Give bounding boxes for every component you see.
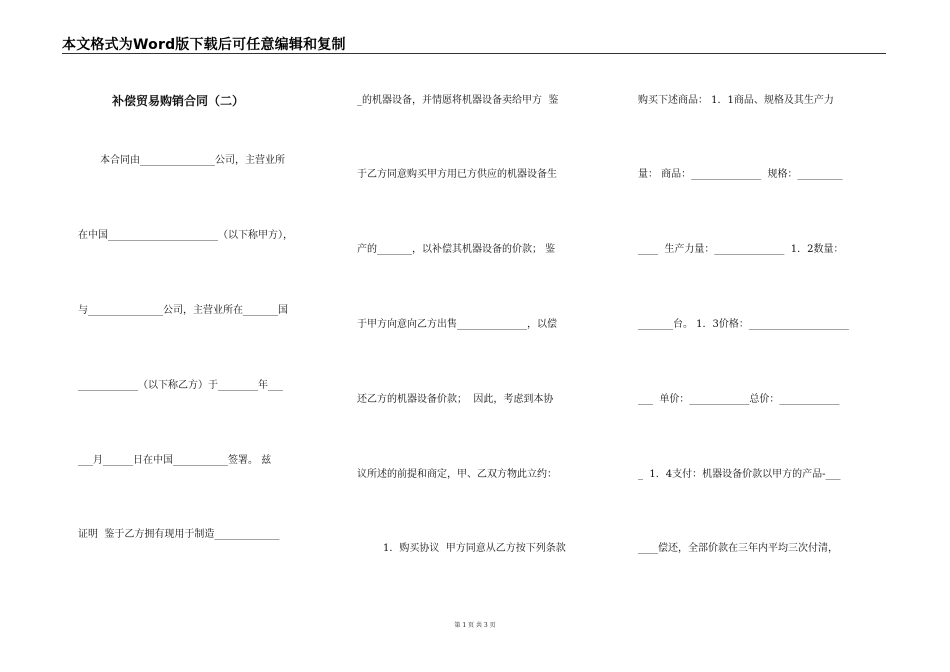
paragraph-line: ___ 单价：____________总价：____________: [638, 394, 840, 405]
paragraph-line: 量： 商品：______________ 规格：_________: [638, 169, 843, 180]
paragraph-line: _ 1．4支付：机器设备价款以甲方的产品-___: [638, 469, 841, 480]
paragraph-line: 产的_______，以补偿其机器设备的价款； 鉴: [357, 244, 556, 255]
page-number: 第 1 页 共 3 页: [454, 622, 496, 629]
paragraph-line: ____________（以下称乙方）于________年___: [78, 380, 283, 391]
paragraph-line: 与_______________公司，主营业所在_______国: [78, 305, 288, 316]
paragraph-line: 购买下述商品： 1．1商品、规格及其生产力: [638, 95, 834, 106]
paragraph-line: 还乙方的机器设备价款； 因此，考虑到本协: [357, 394, 554, 405]
header-divider: [62, 53, 886, 54]
paragraph-line: 议所述的前提和商定，甲、乙双方物此立约：: [357, 469, 557, 480]
paragraph-line: _的机器设备，并情愿将机器设备卖给甲方 鉴: [357, 95, 559, 106]
paragraph-line: 1．购买协议 甲方同意从乙方按下列条款: [383, 543, 566, 554]
paragraph-line: ____偿还，全部价款在三年内平均三次付清，: [638, 543, 838, 554]
paragraph-line: 在中国______________________（以下称甲方），: [78, 230, 293, 241]
paragraph-line: 本合同由_______________公司，主营业所: [100, 155, 285, 166]
paragraph-line: _______台。 1．3价格：____________________: [638, 319, 849, 330]
paragraph-line: ___月______日在中国___________签署。 兹: [78, 455, 272, 466]
paragraph-line: 于乙方同意购买甲方用已方供应的机器设备生: [357, 169, 557, 180]
document-banner: 本文格式为Word版下载后可任意编辑和复制: [62, 37, 346, 53]
document-title: 补偿贸易购销合同（二）: [112, 94, 245, 108]
paragraph-line: 证明 鉴于乙方拥有现用于制造_____________: [78, 529, 280, 540]
paragraph-line: 于甲方向意向乙方出售______________，以偿: [357, 319, 557, 330]
paragraph-line: ____ 生产力量：______________ 1．2数量：: [638, 244, 844, 255]
